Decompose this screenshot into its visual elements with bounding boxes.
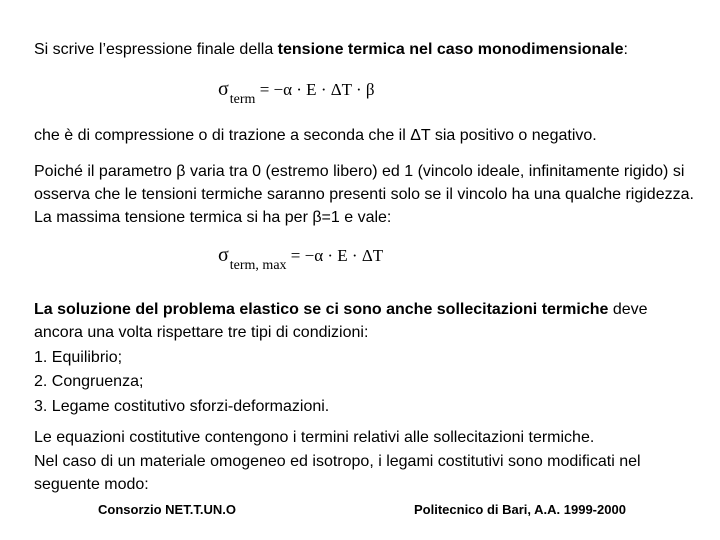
beta-paragraph: Poiché il parametro β varia tra 0 (estremo libero) ed 1 (vincolo ideale, infinitamente rigido) si osserva che le tensioni termiche saranno presenti solo se il vincolo ha una qualche rigidezza. La massima tensione termica si ha per β=1 e vale: <box>34 163 694 226</box>
eq2-sigma: σ <box>218 244 229 266</box>
intro-paragraph <box>34 38 700 61</box>
isotropic-material-paragraph: Nel caso di un materiale omogeneo ed isotropo, i legami costitutivi sono modificati nel seguente modo: <box>34 453 641 493</box>
equation-max-thermal-stress <box>218 244 384 273</box>
list-item-legame: 3. Legame costitutivo sforzi-deformazioni. <box>34 398 330 415</box>
intro-colon: : <box>623 41 628 58</box>
constitutive-equations-line: Le equazioni costitutive contengono i termini relativi alle sollecitazioni termiche. <box>34 429 595 446</box>
intro-bold-text: tensione termica nel caso monodimensionale <box>277 41 624 58</box>
section-text: deve ancora una volta rispettare tre tipi di condizioni: <box>34 301 648 341</box>
equation-thermal-stress <box>218 78 375 107</box>
eq1-subscript: term <box>229 92 256 107</box>
list-item-equilibrio: 1. Equilibrio; <box>34 349 123 366</box>
eq1-rhs: = −α · E · ΔT · β <box>259 80 375 99</box>
intro-text: Si scrive l’espressione finale della <box>34 41 278 58</box>
section-paragraph <box>34 298 700 344</box>
eq2-rhs: = −α · E · ΔT <box>290 246 384 265</box>
footer-consortium: Consorzio NET.T.UN.O <box>98 502 236 517</box>
eq2-subscript: term, max <box>229 258 287 273</box>
sign-paragraph: che è di compressione o di trazione a seconda che il ΔT sia positivo o negativo. <box>34 127 597 144</box>
eq1-sigma: σ <box>218 78 229 100</box>
footer-politecnico: Politecnico di Bari, A.A. 1999-2000 <box>414 502 626 517</box>
section-bold-text: La soluzione del problema elastico se ci sono anche sollecitazioni termiche <box>34 301 609 318</box>
list-item-congruenza: 2. Congruenza; <box>34 373 144 390</box>
